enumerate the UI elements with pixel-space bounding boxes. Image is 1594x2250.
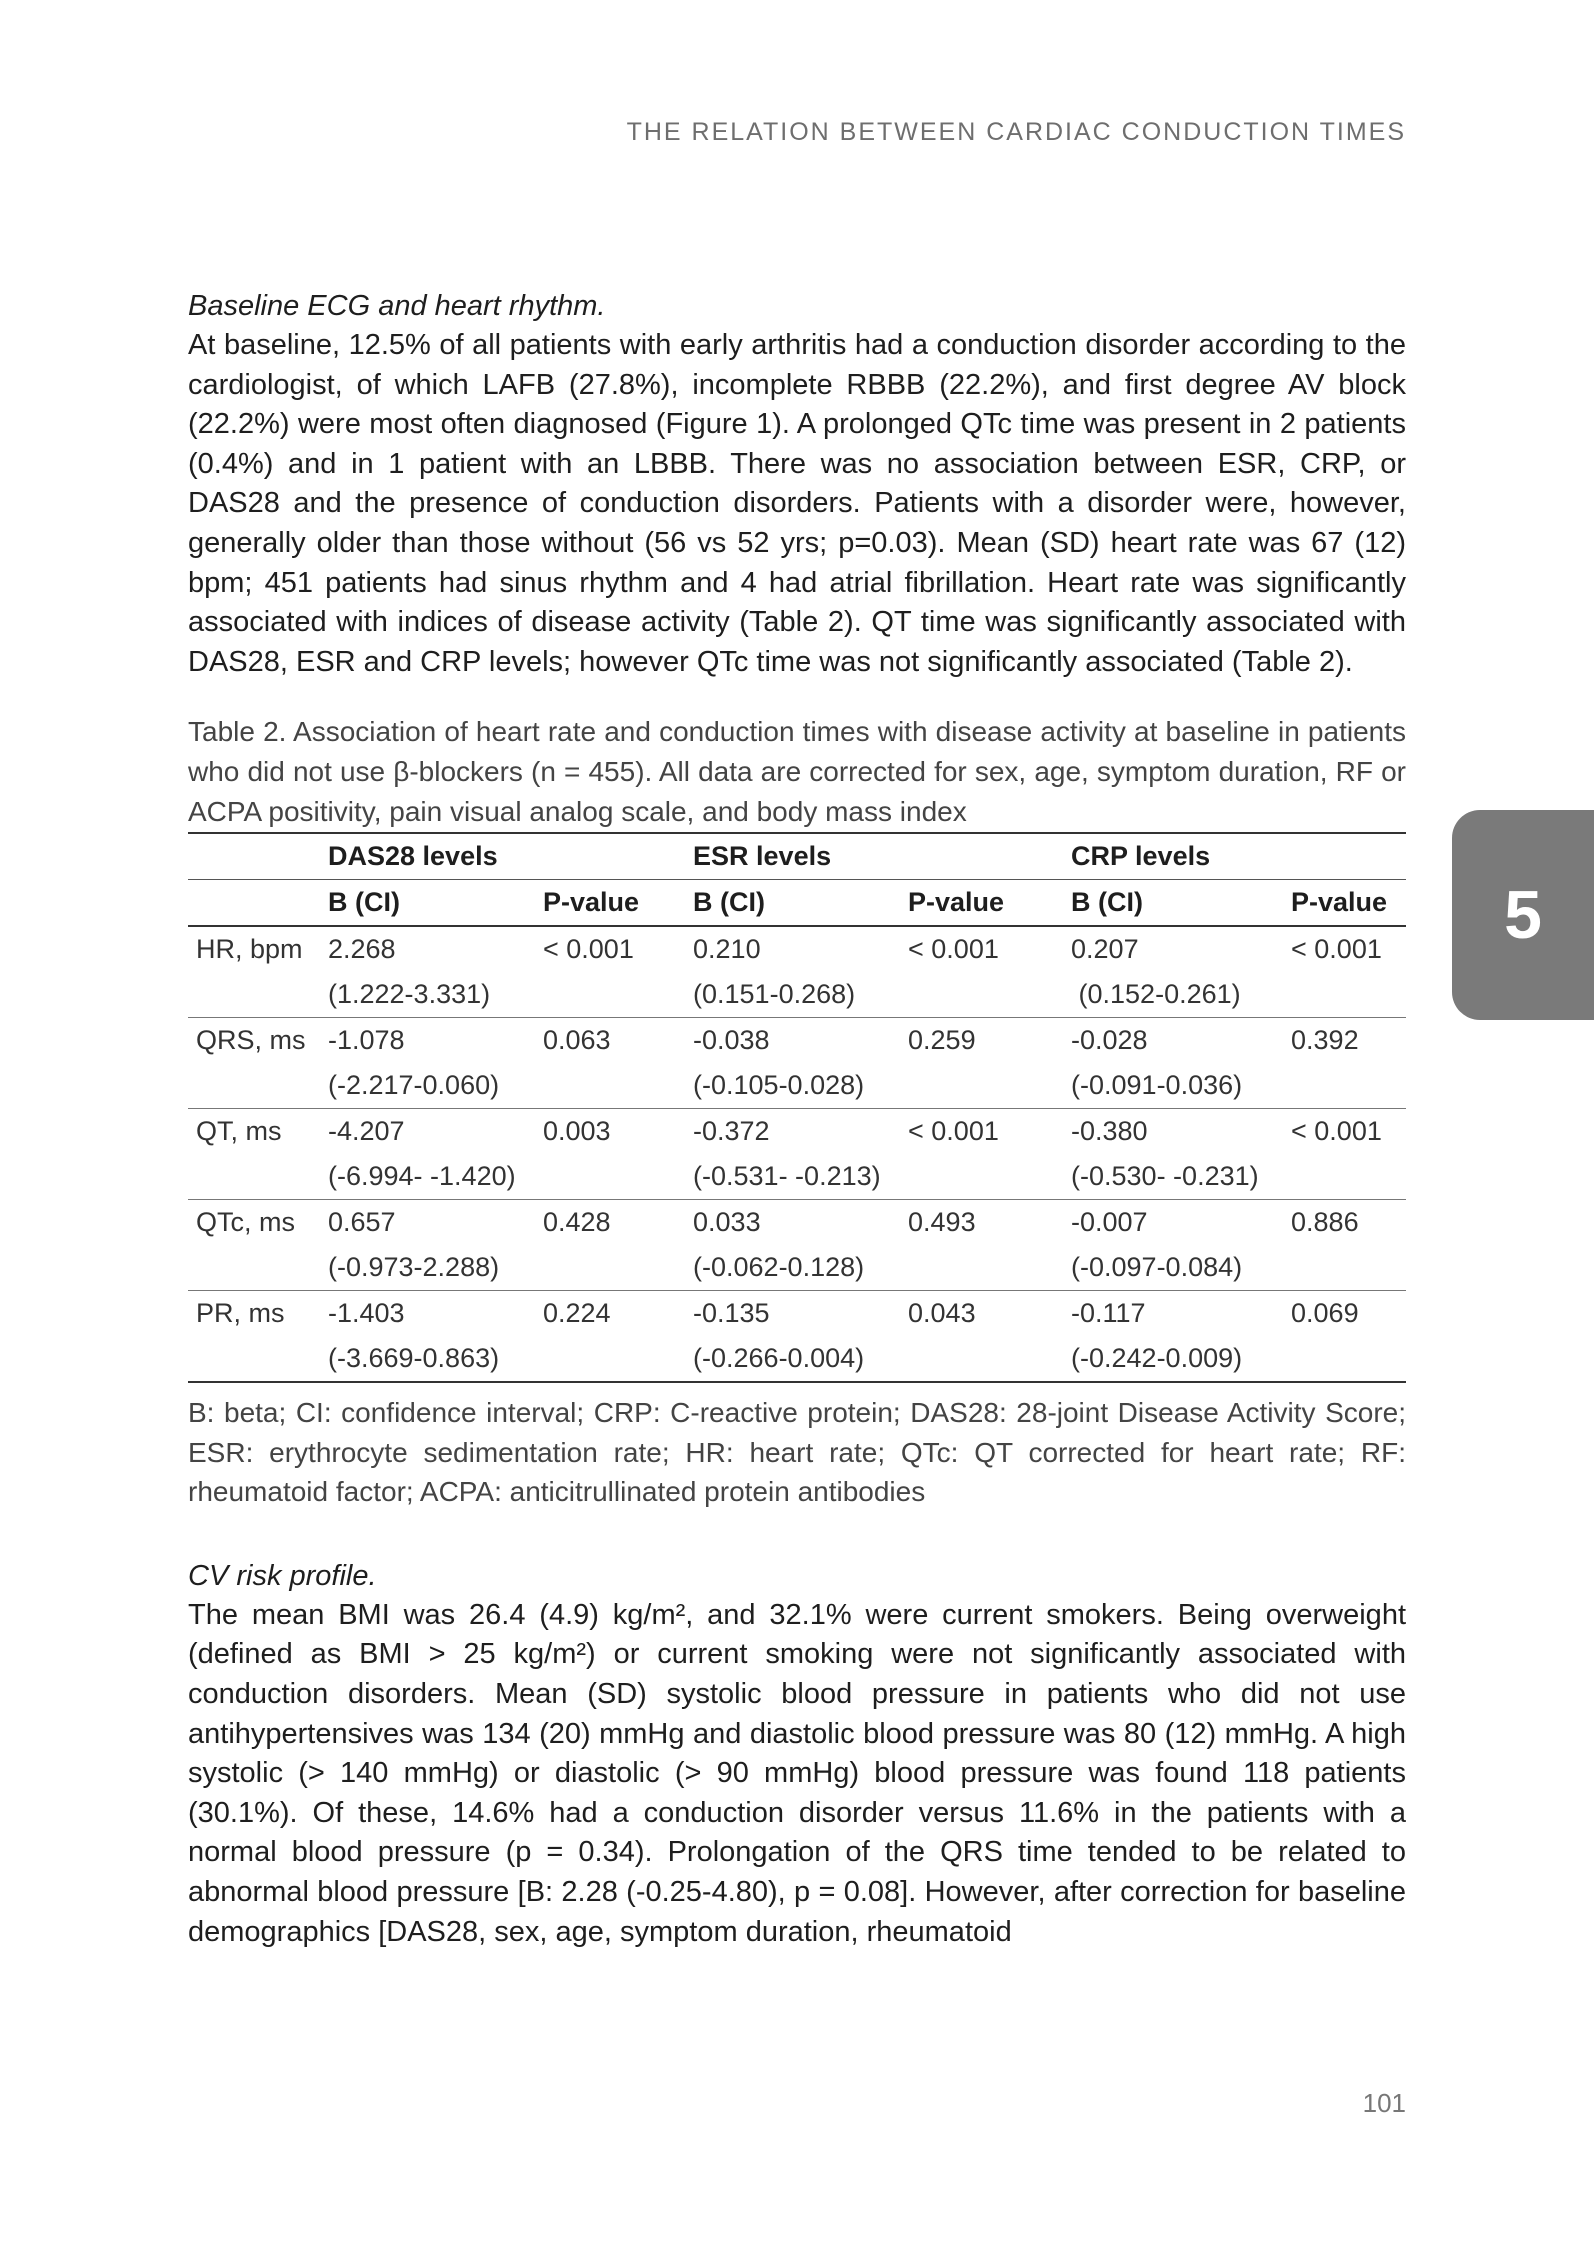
page-number: 101: [1362, 2088, 1406, 2118]
table-row: [188, 1200, 1406, 1246]
table-footnote: B: beta; CI: confidence interval; CRP: C-reactive protein; DAS28: 28-joint Disease Activity Score; ESR: erythrocyte sedimentation rate; HR: heart rate; QTc: QT corrected for heart rate; RF: rheumatoid factor; ACPA: anticitrullinated protein antibodies: [188, 1397, 1406, 1508]
sub-header-b-ci: B (CI): [1063, 880, 1283, 927]
cell-ci: (-2.217-0.060): [320, 1063, 535, 1109]
table-row-ci: [188, 972, 1406, 1018]
cell-ci: (-0.091-0.036): [1063, 1063, 1283, 1109]
group-header-esr: ESR levels: [685, 833, 1063, 880]
cell-ci: (0.151-0.268): [685, 972, 900, 1018]
cell-p-value: 0.069: [1291, 1298, 1359, 1329]
table-row-ci: [188, 1245, 1406, 1291]
cell-beta: 0.207: [1071, 934, 1139, 965]
section-body-cv-risk: The mean BMI was 26.4 (4.9) kg/m², and 32.1% were current smokers. Being overweight (defined as BMI > 25 kg/m²) or current smoking were not significantly associated with conduction disorders. Mean (SD) systolic blood pressure in patients who did not use antihypertensives was 134 (20) mmHg and diastolic blood pressure was 80 (12) mmHg. A high systolic (> 140 mmHg) or diastolic (> 90 mmHg) blood pressure was found 118 patients (30.1%). Of these, 14.6% had a conduction disorder versus 11.6% in the patients with a normal blood pressure (p = 0.34). Prolongation of the QRS time tended to be related to abnormal blood pressure [B: 2.28 (-0.25-4.80), p = 0.08]. However, after correction for baseline demographics [DAS28, sex, age, symptom duration, rheumatoid: [188, 1598, 1406, 1948]
table-group-header-row: [188, 833, 1406, 880]
table-sub-header-row: [188, 880, 1406, 927]
group-header-das28: DAS28 levels: [320, 833, 685, 880]
cell-beta: -1.403: [328, 1298, 405, 1329]
cell-beta: 0.210: [693, 934, 761, 965]
section-body-baseline-ecg: At baseline, 12.5% of all patients with early arthritis had a conduction disorder according to the cardiologist, of which LAFB (27.8%), incomplete RBBB (22.2%), and first degree AV block (22.2%) were most often diagnosed (Figure 1). A prolonged QTc time was present in 2 patients (0.4%) and in 1 patient with an LBBB. There was no association between ESR, CRP, or DAS28 and the presence of conduction disorders. Patients with a disorder were, however, generally older than those without (56 vs 52 yrs; p=0.03). Mean (SD) heart rate was 67 (12) bpm; 451 patients had sinus rhythm and 4 had atrial fibrillation. Heart rate was significantly associated with indices of disease activity (Table 2). QT time was significantly associated with DAS28, ESR and CRP levels; however QTc time was not significantly associated (Table 2).: [188, 329, 1406, 678]
cell-p-value: < 0.001: [1291, 934, 1382, 965]
table-corner-cell: [188, 880, 320, 927]
row-label: PR, ms: [196, 1298, 285, 1329]
cell-ci: (-0.266-0.004): [685, 1336, 900, 1382]
sub-header-p-value: P-value: [1283, 880, 1406, 927]
table-caption: Table 2. Association of heart rate and conduction times with disease activity at baseline in patients who did not use β-blockers (n = 455). All data are corrected for sex, age, symptom duration, RF or ACPA positivity, pain visual analog scale, and body mass index: [188, 716, 1406, 828]
table-row: [188, 1018, 1406, 1064]
cell-ci: (-0.062-0.128): [685, 1245, 900, 1291]
table-row-ci: [188, 1154, 1406, 1200]
section-heading-baseline-ecg: Baseline ECG and heart rhythm.: [188, 290, 606, 322]
cell-ci: (-0.973-2.288): [320, 1245, 535, 1291]
cell-beta: -0.380: [1071, 1116, 1148, 1147]
cell-ci: (-0.097-0.084): [1063, 1245, 1283, 1291]
cell-beta: -0.007: [1071, 1207, 1148, 1238]
page-content: [188, 286, 1406, 1952]
sub-header-b-ci: B (CI): [685, 880, 900, 927]
cell-ci: (-0.531- -0.213): [685, 1154, 900, 1200]
cell-ci: (0.152-0.261): [1063, 972, 1283, 1018]
cell-beta: -0.117: [1071, 1298, 1146, 1329]
cell-beta: -0.135: [693, 1298, 770, 1329]
table-row: [188, 1291, 1406, 1337]
cell-p-value: 0.392: [1291, 1025, 1359, 1056]
section-cv-risk: [188, 1556, 1406, 1952]
sub-header-b-ci: B (CI): [320, 880, 535, 927]
cell-p-value: 0.224: [543, 1298, 611, 1329]
cell-ci: (-0.530- -0.231): [1063, 1154, 1283, 1200]
chapter-number: 5: [1504, 877, 1542, 953]
table-row: [188, 926, 1406, 972]
cell-ci: (-3.669-0.863): [320, 1336, 535, 1382]
table-row-ci: [188, 1336, 1406, 1382]
cell-beta: -0.038: [693, 1025, 770, 1056]
table-row: [188, 1109, 1406, 1155]
row-label: QTc, ms: [196, 1207, 295, 1238]
cell-p-value: < 0.001: [908, 934, 999, 965]
table-corner-cell: [188, 833, 320, 880]
cell-p-value: 0.063: [543, 1025, 611, 1056]
cell-ci: (-6.994- -1.420): [320, 1154, 535, 1200]
group-header-crp: CRP levels: [1063, 833, 1406, 880]
cell-beta: -0.372: [693, 1116, 770, 1147]
cell-beta: 0.033: [693, 1207, 761, 1238]
cell-p-value: 0.043: [908, 1298, 976, 1329]
cell-p-value: 0.428: [543, 1207, 611, 1238]
row-label: HR, bpm: [196, 934, 303, 965]
cell-p-value: < 0.001: [1291, 1116, 1382, 1147]
cell-ci: (-0.105-0.028): [685, 1063, 900, 1109]
cell-beta: 0.657: [328, 1207, 396, 1238]
chapter-tab: [1452, 810, 1594, 1020]
results-table: [188, 832, 1406, 1383]
cell-beta: -4.207: [328, 1116, 405, 1147]
row-label: QRS, ms: [196, 1025, 306, 1056]
cell-p-value: 0.493: [908, 1207, 976, 1238]
cell-p-value: < 0.001: [908, 1116, 999, 1147]
cell-ci: (-0.242-0.009): [1063, 1336, 1283, 1382]
cell-beta: -0.028: [1071, 1025, 1148, 1056]
cell-p-value: < 0.001: [543, 934, 634, 965]
cell-beta: -1.078: [328, 1025, 405, 1056]
cell-ci: (1.222-3.331): [320, 972, 535, 1018]
cell-beta: 2.268: [328, 934, 396, 965]
sub-header-p-value: P-value: [900, 880, 1063, 927]
running-header: THE RELATION BETWEEN CARDIAC CONDUCTION TIMES: [626, 118, 1406, 146]
cell-p-value: 0.259: [908, 1025, 976, 1056]
sub-header-p-value: P-value: [535, 880, 685, 927]
table-row-ci: [188, 1063, 1406, 1109]
cell-p-value: 0.003: [543, 1116, 611, 1147]
row-label: QT, ms: [196, 1116, 282, 1147]
section-heading-cv-risk: CV risk profile.: [188, 1559, 377, 1592]
cell-p-value: 0.886: [1291, 1207, 1359, 1238]
